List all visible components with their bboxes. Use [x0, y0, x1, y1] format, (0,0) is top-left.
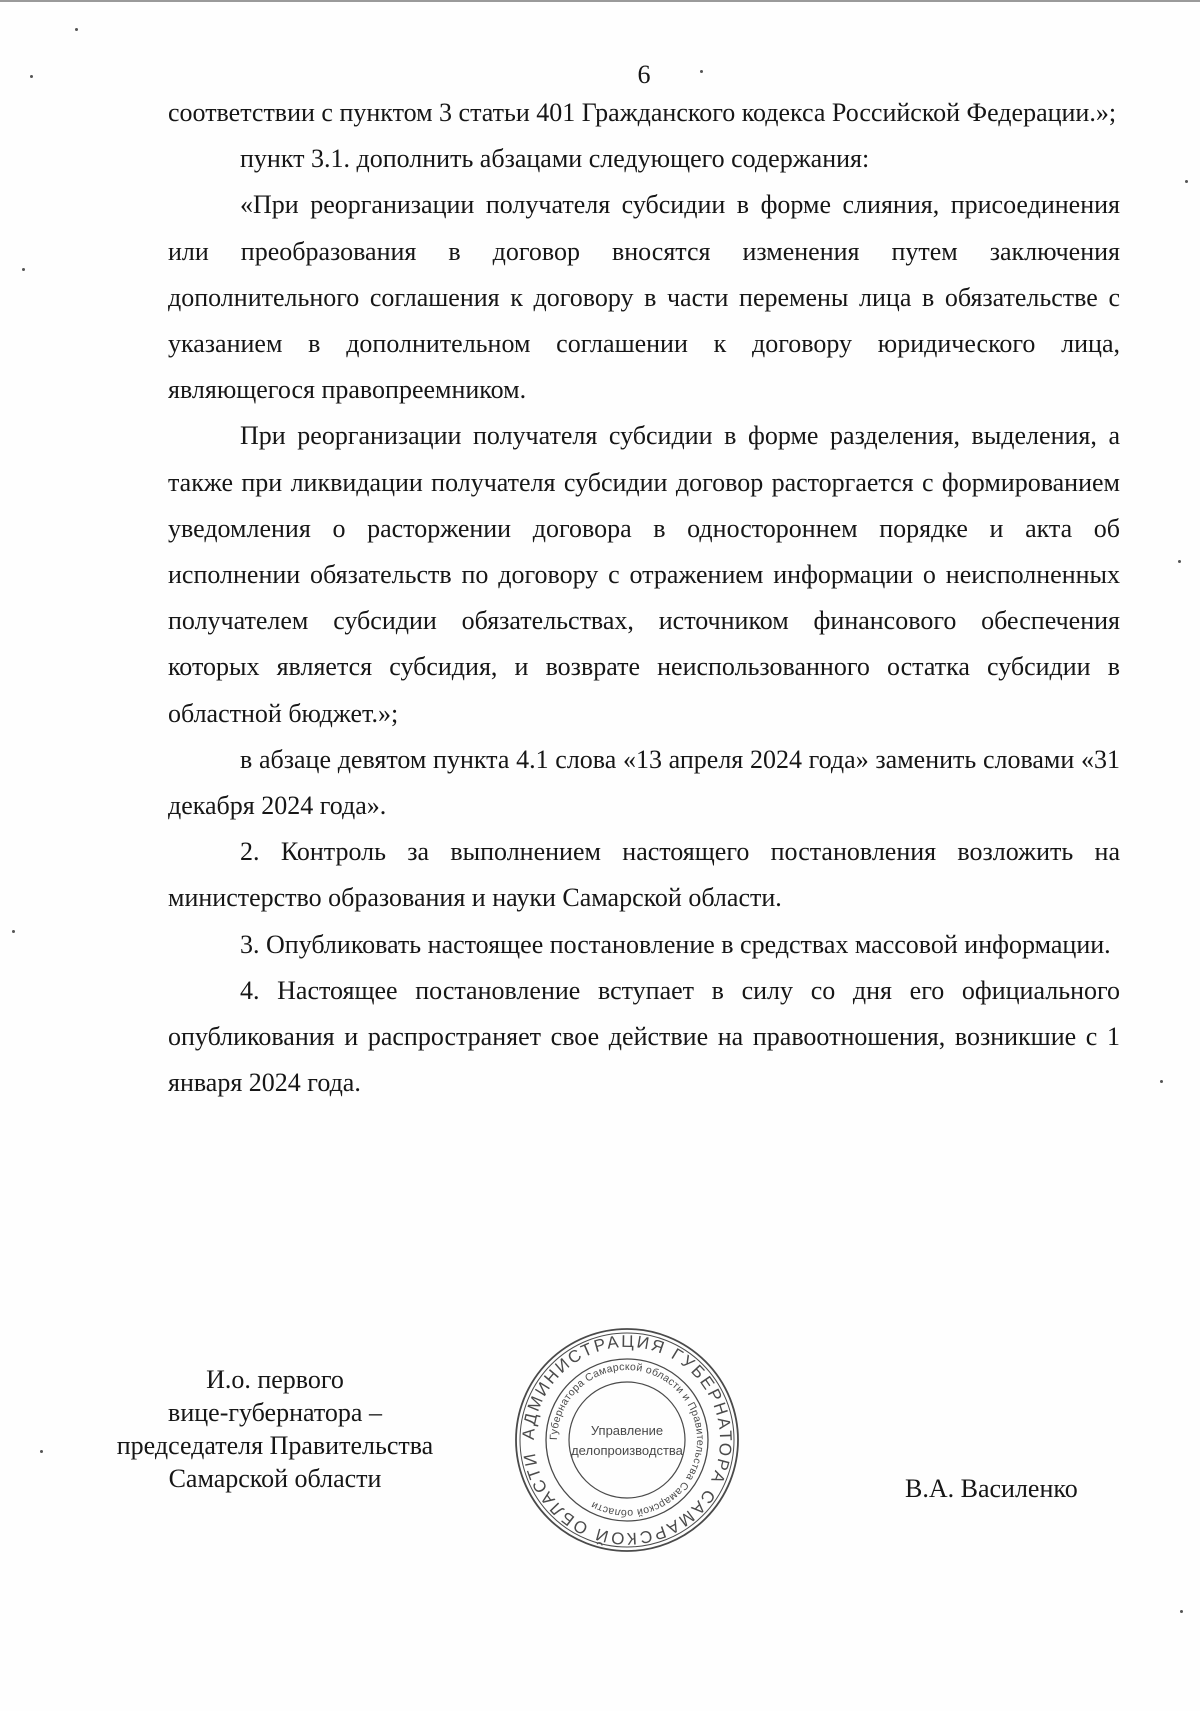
paragraph: в абзаце девятом пункта 4.1 слова «13 апреля 2024 года» заменить словами «31 декабря 2024 года».	[168, 744, 1120, 821]
signatory-position-line: вице-губернатора –	[168, 1398, 382, 1427]
signatory-position-line: председателя Правительства	[116, 1431, 434, 1460]
seal-inner-text: Губернатора Самарской области и Правительства Самарской области	[547, 1360, 707, 1520]
scan-speck	[1178, 560, 1181, 563]
scan-speck	[12, 930, 15, 933]
scan-speck	[1160, 1080, 1163, 1083]
paragraph: 2. Контроль за выполнением настоящего постановления возложить на министерство образования и науки Самарской области.	[168, 837, 1120, 913]
page-number: 6	[637, 60, 651, 89]
scan-top-edge	[0, 0, 1200, 2]
scan-speck	[22, 268, 25, 271]
svg-text:Губернатора Самарской области	[548, 1361, 706, 1519]
scan-speck	[30, 75, 33, 78]
signatory-position-line: Самарской области	[168, 1464, 382, 1493]
paragraph: пункт 3.1. дополнить абзацами следующего содержания:	[240, 144, 870, 174]
scan-speck	[40, 1450, 43, 1453]
paragraph: При реорганизации получателя субсидии в форме разделения, выделения, а также при ликвидации получателя субсидии договор расторгается с формированием уведомления о расторжении договора в одностороннем порядке и акта об исполнении обязательств по договору с отражением информации о неисполненных получателем субсидии обязательствах, источником финансового обеспечения которых является субсидия, и возврате неиспользованного остатка субсидии в областной бюджет.»;	[168, 421, 1120, 728]
signatory-position	[90, 1363, 460, 1495]
seal-center-line-1: Управление	[590, 1423, 664, 1438]
paragraph: соответствии с пунктом 3 статьи 401 Гражданского кодекса Российской Федерации.»;	[168, 98, 1117, 127]
seal-center-line-2: делопроизводства	[571, 1443, 683, 1458]
seal-outer-text: АДМИНИСТРАЦИЯ ГУБЕРНАТОРА САМАРСКОЙ ОБЛАСТИ	[518, 1331, 736, 1549]
paragraph: 4. Настоящее постановление вступает в силу со дня его официального опубликования и распространяет свое действие на правоотношения, возникшие с 1 января 2024 года.	[168, 975, 1120, 1098]
scan-speck	[75, 28, 78, 31]
scan-speck	[1180, 1610, 1183, 1613]
paragraph: 3. Опубликовать настоящее постановление в средствах массовой информации.	[240, 929, 1111, 959]
official-seal	[512, 1325, 742, 1555]
scan-speck	[700, 70, 703, 73]
signatory-name: В.А. Василенко	[905, 1474, 1078, 1503]
signatory-position-line: И.о. первого	[206, 1365, 344, 1394]
document-body	[168, 90, 1120, 1106]
paragraph: «При реорганизации получателя субсидии в форме слияния, присоединения или преобразования в договор вносятся изменения путем заключения дополнительного соглашения к договору в части перемены лица в обязательстве с указанием в дополнительном соглашении к договору юридического лица, являющегося правопреемником.	[168, 190, 1120, 405]
scan-speck	[1185, 180, 1188, 183]
